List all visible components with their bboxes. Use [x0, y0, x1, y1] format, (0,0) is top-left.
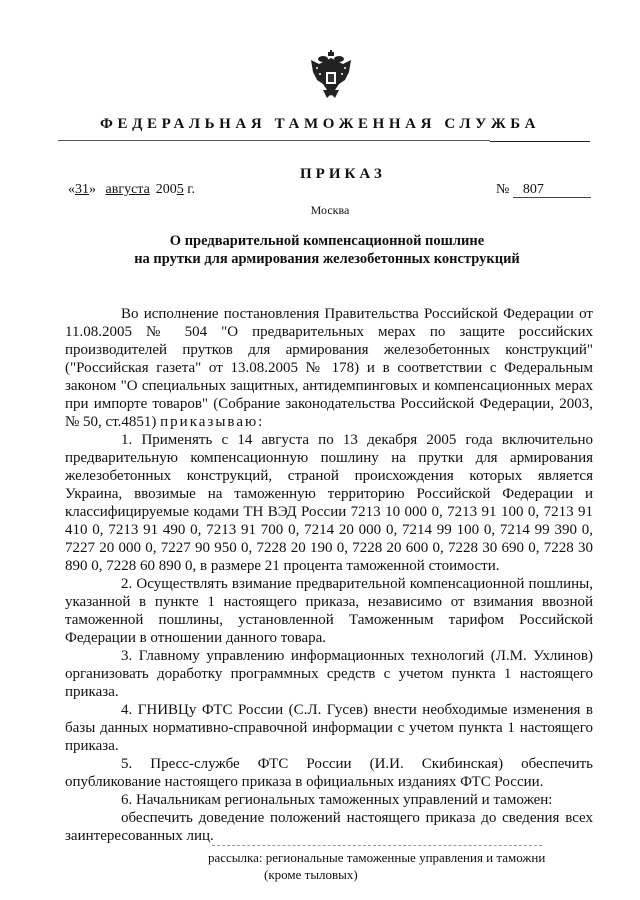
number-value: 807	[513, 183, 591, 198]
header-divider-right	[490, 141, 590, 142]
document-title	[0, 232, 640, 268]
item-5: 5. Пресс-службе ФТС России (И.И. Скибинская) обеспечить опубликование настоящего приказа в официальных изданиях ФТС России.	[65, 756, 593, 790]
preamble-paragraph	[65, 305, 593, 431]
item-4: 4. ГНИВЦу ФТС России (С.Л. Гусев) внести необходимые изменения в базы данных нормативно-справочной информации с учетом пункта 1 настоящего приказа.	[65, 702, 593, 754]
number-label: №	[496, 182, 510, 197]
date-year-prefix: 200	[155, 182, 177, 197]
date-close-quote: »	[89, 182, 96, 197]
document-number	[496, 182, 591, 198]
distribution-line-1: рассылка: региональные таможенные управления и таможни	[208, 850, 546, 865]
item-6: 6. Начальникам региональных таможенных управлений и таможен:	[121, 792, 553, 808]
document-body	[65, 305, 593, 845]
document-city: Москва	[310, 203, 350, 217]
date-day: 31	[75, 182, 89, 197]
item-6-detail: обеспечить доведение положений настоящего приказа до сведения всех заинтересованных лиц.	[65, 810, 593, 844]
coat-of-arms-icon	[309, 50, 353, 100]
date-year-suffix: г.	[183, 182, 195, 197]
distribution-divider	[212, 845, 542, 847]
order-word: приказываю:	[160, 414, 265, 430]
document-date	[68, 182, 195, 198]
item-3: 3. Главному управлению информационных технологий (Л.М. Ухлинов) организовать доработку программных средств с учетом пункта 1 настоящего приказа.	[65, 648, 593, 700]
date-year-digit: 5	[176, 182, 184, 197]
header-divider	[58, 140, 490, 141]
distribution-line-2: (кроме тыловых)	[264, 867, 358, 882]
title-line-1: О предварительной компенсационной пошлине	[169, 233, 485, 249]
distribution-list	[208, 849, 545, 883]
title-line-2: на прутки для армирования железобетонных конструкций	[134, 251, 520, 267]
organization-name: ФЕДЕРАЛЬНАЯ ТАМОЖЕННАЯ СЛУЖБА	[99, 116, 541, 132]
item-1: 1. Применять с 14 августа по 13 декабря 2005 года включительно предварительную компенсационную пошлину на прутки для армирования железобетонных конструкций, страной происхождения которых является Украина, ввозимые на таможенную территорию Российской Федерации и классифицируемые кодами ТН ВЭД России 7213 10 000 0, 7213 91 100 0, 7213 91 410 0, 7213 91 490 0, 7213 91 700 0, 7214 20 000 0, 7214 99 100 0, 7214 99 390 0, 7227 20 000 0, 7227 90 950 0, 7228 20 190 0, 7228 20 600 0, 7228 30 690 0, 7228 30 890 0, 7228 60 890 0, в размере 21 процента таможенной стоимости.	[65, 432, 593, 574]
date-open-quote: «	[68, 182, 75, 197]
date-month: августа	[105, 182, 150, 197]
item-2: 2. Осуществлять взимание предварительной компенсационной пошлины, указанной в пункте 1 настоящего приказа, независимо от взимания ввозной таможенной пошлины, установленной Таможенным тарифом Российской Федерации в отношении данного товара.	[65, 576, 593, 646]
document-type: ПРИКАЗ	[300, 166, 386, 182]
preamble-text: Во исполнение постановления Правительства Российской Федерации от 11.08.2005 № 504 "О предварительных мерах по защите российских производителей прутков для армирования железобетонных конструкций" ("Российская газета" от 13.08.2005 № 178) и в соответствии с Федеральным законом "О специальных защитных, антидемпинговых и компенсационных мерах при импорте товаров" (Собрание законодательства Российской Федерации, 2003, № 50, ст.4851)	[65, 306, 593, 430]
